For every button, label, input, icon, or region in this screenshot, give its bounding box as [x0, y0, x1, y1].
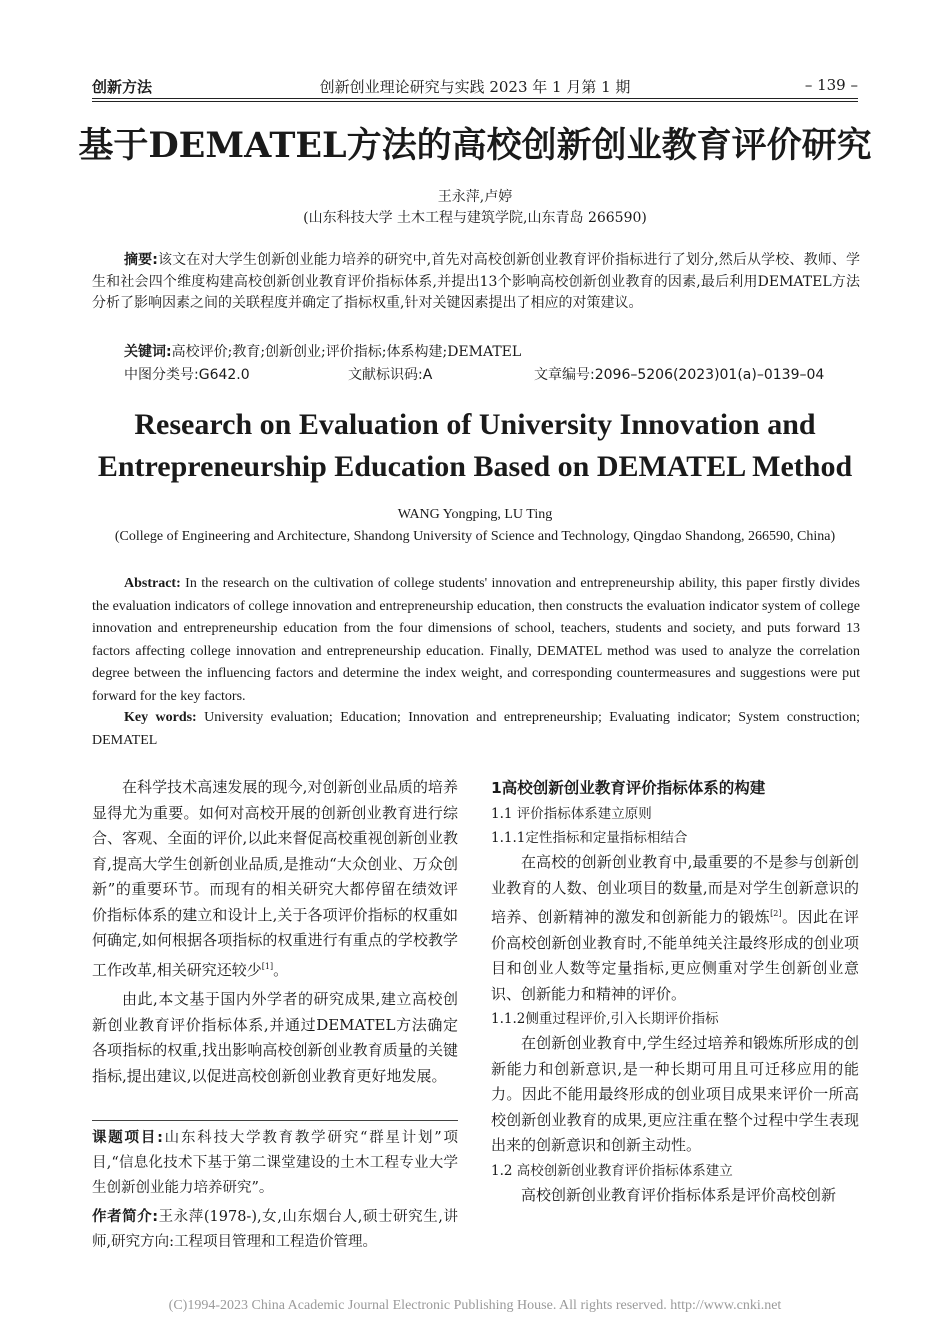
authors-english: WANG Yongping, LU Ting — [397, 507, 553, 522]
footnote-project: 课题项目:山东科技大学教育教学研究“群星计划”项目,“信息化技术下基于第二课堂建设的土木工程专业大学生创新创业能力培养研究”。 — [92, 1130, 458, 1196]
abstract-english — [92, 573, 860, 708]
title-english — [0, 404, 950, 488]
abstract-chinese — [92, 250, 860, 315]
intro-paragraph-2: 由此,本文基于国内外学者的研究成果,建立高校创新创业教育评价指标体系,并通过DEMATEL方法确定各项指标的权重,找出影响高校创新创业教育质量的关键指标,提出建议,以促进高校创新创业教育更好地发展。 — [92, 990, 458, 1085]
running-header-journal: 创新创业理论研究与实践 2023 年 1 月第 1 期 — [319, 78, 631, 96]
copyright-watermark: (C)1994-2023 China Academic Journal Electronic Publishing House. All rights reserved. http://www.cnki.net — [168, 1298, 782, 1313]
footnotes — [92, 1126, 458, 1259]
body-left-column — [92, 775, 458, 1093]
footnote-author: 作者简介:王永萍(1978-),女,山东烟台人,硕士研究生,讲师,研究方向:工程项目管理和工程造价管理。 — [92, 1209, 458, 1250]
running-header-section: 创新方法 — [92, 78, 153, 96]
section-heading-1-1: 1.1 评价指标体系建立原则 — [491, 806, 652, 822]
affiliation-chinese: (山东科技大学 土木工程与建筑学院,山东青岛 266590) — [303, 210, 647, 226]
page-number: – 139 – — [804, 76, 858, 94]
keywords-chinese — [124, 342, 860, 364]
affiliation-english: (College of Engineering and Architecture, Shandong University of Science and Technology, Qingdao Shandong, 266590, China) — [114, 529, 836, 544]
section-paragraph-1: 在高校的创新创业教育中,最重要的不是参与创新创业教育的人数、创业项目的数量,而是对学生创新意识的培养、创新精神的激发和创新能力的锻炼[2]。因此在评价高校创新创业教育时,不能单纯关注最终形成的创业项目和创业人数等定量指标,更应侧重对学生创新创业意识、创新能力和精神的评价。 — [491, 853, 859, 1003]
keywords-english — [92, 707, 860, 752]
clc-number: 中图分类号:G642.0 — [124, 367, 250, 383]
section-heading-1: 1高校创新创业教育评价指标体系的构建 — [491, 779, 766, 797]
header-rule-double — [92, 101, 858, 102]
authors-chinese: 王永萍,卢婷 — [437, 189, 513, 205]
section-paragraph-3: 高校创新创业教育评价指标体系是评价高校创新 — [521, 1185, 837, 1204]
keywords-label: 关键词: — [124, 344, 172, 360]
abstract-label: 摘要: — [124, 252, 158, 268]
keywords-en-text: University evaluation; Education; Innovation and entrepreneurship; Evaluating indicator; System construction; DEMATEL — [92, 710, 861, 748]
citation-2[interactable]: [2] — [770, 909, 782, 918]
section-heading-1-1-2: 1.1.2侧重过程评价,引入长期评价指标 — [491, 1011, 719, 1027]
abstract-en-text: In the research on the cultivation of college students' innovation and entrepreneurship ability, this paper firstly divides the evaluation indicators of college innovation and entrepreneurship education, then constructs the evaluation indicator system of college innovation and entrepreneurship education from the four dimensions of school, teachers, students and society, and puts forward 13 factors affecting college innovation and entrepreneurship education. Finally, DEMATEL method was used to analyze the correlation degree between the influencing factors and determine the index weight, and corresponding countermeasures and suggestions were put forward for the key factors. — [92, 576, 860, 704]
citation-1[interactable]: [1] — [261, 961, 274, 971]
title-chinese: 基于DEMATEL方法的高校创新创业教育评价研究 — [78, 125, 872, 166]
header-rule — [92, 98, 858, 99]
footnote-rule — [92, 1120, 458, 1121]
article-number: 文章编号:2096–5206(2023)01(a)–0139–04 — [534, 367, 825, 383]
document-code: 文献标识码:A — [348, 367, 433, 383]
abstract-en-label: Abstract: — [124, 576, 181, 591]
intro-paragraph-1: 在科学技术高速发展的现今,对创新创业品质的培养显得尤为重要。如何对高校开展的创新创业教育进行综合、客观、全面的评价,以此来督促高校重视创新创业教育,提高大学生创新创业品质,是推动“大众创业、万众创新”的重要环节。而现有的相关研究大都停留在绩效评价指标体系的建立和设计上,关于各项评价指标的权重如何确定,如何根据各项指标的权重进行有重点的学校教学工作改革,相关研究还较少[1]。 — [92, 778, 458, 979]
body-right-column — [491, 775, 859, 1208]
section-paragraph-2: 在创新创业教育中,学生经过培养和锻炼所形成的创新能力和创新意识,是一种长期可用且可迁移应用的能力。因此不能用最终形成的创业项目成果来评价一所高校创新创业教育的成果,更应注重在整个过程中学生表现出来的创新意识和创新主动性。 — [491, 1034, 859, 1154]
title-english-line1: Research on Evaluation of University Innovation and — [134, 408, 816, 441]
keywords-text: 高校评价;教育;创新创业;评价指标;体系构建;DEMATEL — [171, 344, 522, 360]
keywords-en-label: Key words: — [124, 710, 197, 725]
section-heading-1-2: 1.2 高校创新创业教育评价指标体系建立 — [491, 1162, 733, 1179]
section-heading-1-1-1: 1.1.1定性指标和定量指标相结合 — [491, 830, 688, 846]
title-english-line2: Entrepreneurship Education Based on DEMATEL Method — [97, 450, 853, 483]
abstract-text: 该文在对大学生创新创业能力培养的研究中,首先对高校创新创业教育评价指标进行了划分,然后从学校、教师、学生和社会四个维度构建高校创新创业教育评价指标体系,并提出13个影响高校创新创业教育的因素,最后利用DEMATEL方法分析了影响因素之间的关联程度并确定了指标权重,针对关键因素提出了相应的对策建议。 — [92, 252, 860, 311]
